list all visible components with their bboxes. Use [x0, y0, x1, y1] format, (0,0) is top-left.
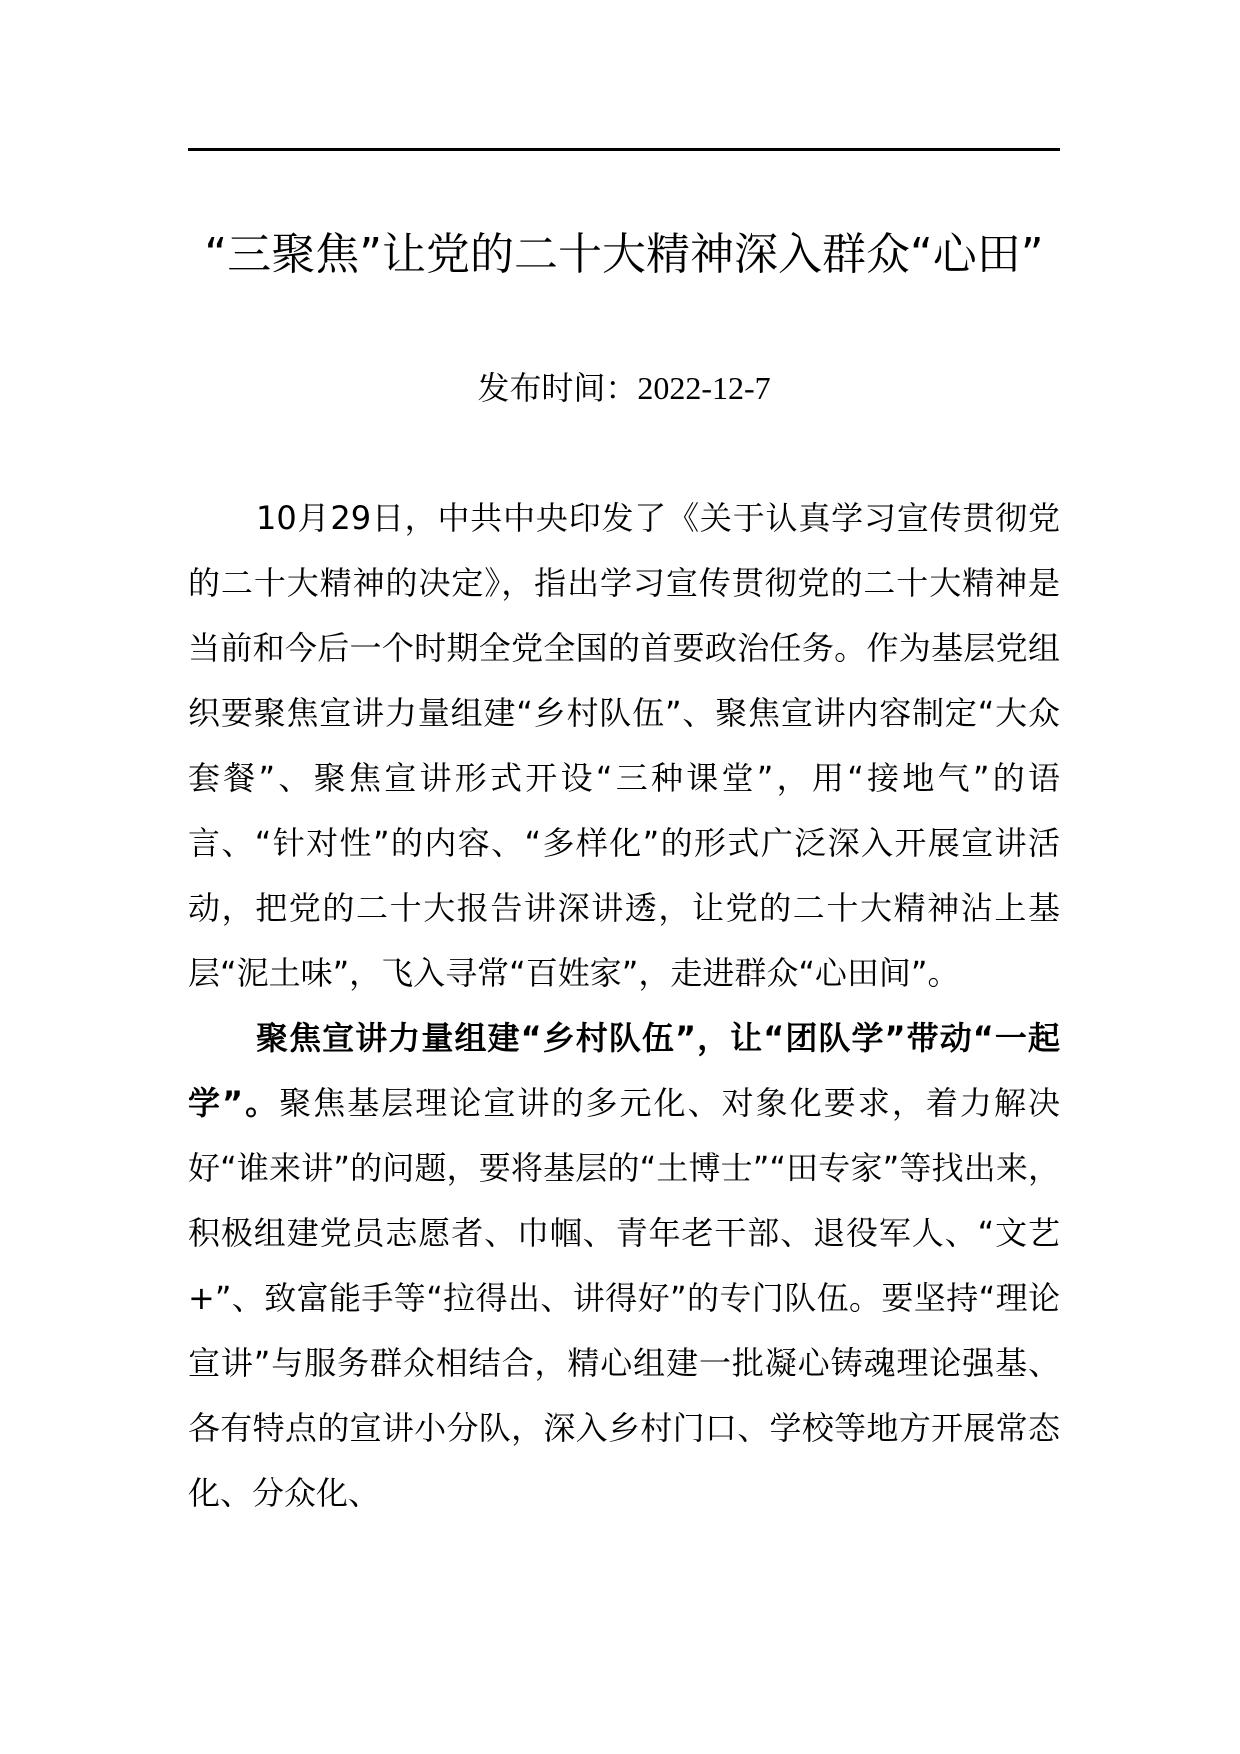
publish-date-label: 发布时间：: [477, 369, 638, 407]
article-title: “三聚焦”让党的二十大精神深入群众“心田”: [204, 229, 1044, 280]
publish-date-value: 2022-12-7: [637, 370, 771, 406]
publish-date: [188, 366, 1060, 410]
paragraph-2-lead: 聚焦宣讲力量组建“乡村队伍”，让“团队学”带动“一起学”。: [188, 1019, 1060, 1122]
paragraph-1-text: 10月29日，中共中央印发了《关于认真学习宣传贯彻党的二十大精神的决定》，指出学习宣传贯彻党的二十大精神是当前和今后一个时期全党全国的首要政治任务。作为基层党组织要聚焦宣讲力量组建“乡村队伍”、聚焦宣讲内容制定“大众套餐”、聚焦宣讲形式开设“三种课堂”，用“接地气”的语言、“针对性”的内容、“多样化”的形式广泛深入开展宣讲活动，把党的二十大报告讲深讲透，让党的二十大精神沾上基层“泥土味”，飞入寻常“百姓家”，走进群众“心田间”。: [188, 499, 1060, 992]
header-rule: [188, 148, 1060, 151]
paragraph-1: [188, 486, 1060, 1006]
paragraph-2-text: 聚焦基层理论宣讲的多元化、对象化要求，着力解决好“谁来讲”的问题，要将基层的“土博士”“田专家”等找出来，积极组建党员志愿者、巾帼、青年老干部、退役军人、“文艺+”、致富能手等“拉得出、讲得好”的专门队伍。要坚持“理论宣讲”与服务群众相结合，精心组建一批凝心铸魂理论强基、各有特点的宣讲小分队，深入乡村门口、学校等地方开展常态化、分众化、: [188, 1084, 1060, 1512]
article-body: [188, 486, 1060, 1526]
paragraph-2: [188, 1006, 1060, 1526]
